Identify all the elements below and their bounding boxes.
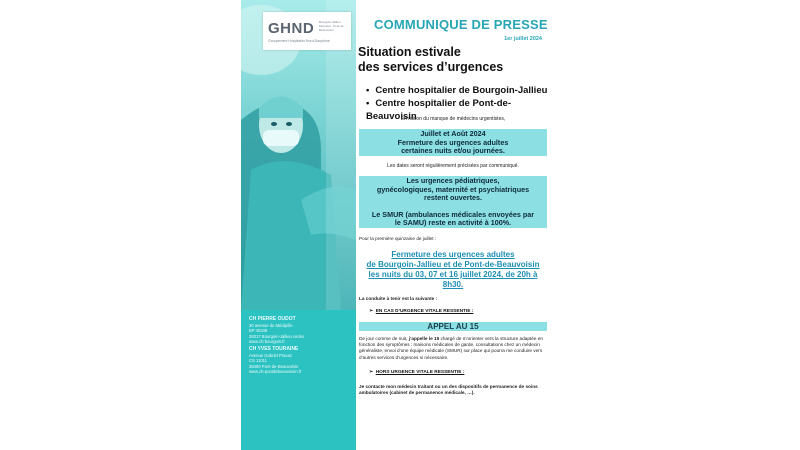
closure-line: Fermeture des urgences adultes: [391, 250, 515, 259]
logo-brand: GHND: [268, 20, 315, 37]
contact-line: 38317 Bourgoin-Jallieu cedex: [249, 333, 305, 339]
contact-line: BP 40348: [249, 328, 268, 333]
contact-block-1: [249, 317, 304, 345]
press-release-page: [241, 0, 558, 450]
box-line: Le SMUR (ambulances médicales envoyées par: [371, 209, 535, 219]
content-column: [356, 0, 558, 450]
box-line: Fermeture des urgences adultes: [397, 137, 509, 147]
arrow-icon: ➢: [369, 370, 374, 375]
contact-link[interactable]: www.ch-pontdebeauvoisin.fr: [249, 369, 302, 374]
contact-block-2: [249, 347, 301, 375]
open-services-box: [359, 176, 547, 228]
box-line: le SAMU) reste en activité à 100%.: [394, 218, 512, 228]
vital-text-start: De jour comme de nuit,: [359, 336, 409, 341]
vital-label-text: EN CAS D’URGENCE VITALE RESSENTIE :: [375, 309, 474, 314]
vital-emergency-label: [369, 309, 473, 314]
headline-line: des services d’urgences: [358, 60, 504, 74]
hospital-item: • Centre hospitalier de Pont-de-Beauvoisin: [366, 97, 558, 123]
contact-link[interactable]: www.ch-bourgoin.fr: [249, 339, 285, 344]
vital-text-end: chargé de m’orienter vers la structure adaptée en fonction des symptômes : maisons médicales de garde, consultations chez un médecin généraliste, envoi d’une équipe médicale (SMUR) sur place qui pourra me conduire vers d’autres services d’urgences si nécessaire.: [359, 336, 543, 360]
headline-line: Situation estivale: [358, 45, 461, 59]
contact-line: 38480 Pont-de-Beauvoisin: [249, 363, 299, 369]
closure-line: les nuits du 03, 07 et 16 juillet 2024, de 20h à 8h30.: [368, 270, 538, 289]
hospital-item: • Centre hospitalier de Bourgoin-Jallieu: [366, 84, 558, 97]
summer-closure-box: [359, 129, 547, 156]
conduct-text: La conduite à tenir est la suivante :: [359, 296, 438, 301]
contact-line: Avenue Gabriel Pravaz: [249, 352, 292, 358]
box-line: Juillet et Août 2024: [420, 129, 486, 138]
first-half-text: Pour la première quinzaine de juillet :: [359, 236, 437, 241]
contact-name: CH PIERRE OUDOT: [249, 316, 296, 322]
non-vital-label: [369, 370, 464, 375]
release-date: 1er juillet 2024: [504, 36, 542, 42]
box-line: gynécologiques, maternité et psychiatriques: [376, 184, 530, 194]
contact-line: 30 avenue du Médipôle: [249, 322, 293, 328]
closure-line: de Bourgoin-Jallieu et de Pont-de-Beauvoisin: [366, 260, 540, 269]
intro-text: En raison du manque de médecins urgentistes,: [400, 116, 506, 122]
contact-name: CH YVES TOURAINE: [249, 346, 299, 352]
logo-side-text: Bourgoin-Jallieu · Morestel · Pont-de-Beauvoisin: [319, 20, 345, 32]
logo-subtitle: Groupement Hospitalier Nord-Dauphiné: [268, 39, 330, 43]
page-title: COMMUNIQUE DE PRESSE: [374, 17, 548, 32]
non-vital-label-text: HORS URGENCE VITALE RESSENTIE :: [375, 370, 465, 375]
box-line: restent ouvertes.: [424, 193, 482, 203]
arrow-icon: ➢: [369, 309, 374, 314]
non-vital-instructions: Je contacte mon médecin traitant ou un des dispositifs de permanence de soins ambulatoires (cabinet de permanence médicale, …).: [359, 384, 538, 396]
headline: [358, 45, 503, 75]
dates-note: Les dates seront régulièrement précisées par communiqué.: [387, 163, 519, 169]
left-panel: [241, 0, 356, 450]
box-line: Les urgences pédiatriques,: [406, 176, 500, 185]
closure-dates: [359, 250, 547, 290]
call-15-banner: APPEL AU 15: [359, 322, 547, 331]
vital-text-bold: j’appelle le 15: [408, 336, 440, 341]
vital-instructions: [359, 336, 547, 361]
box-line: certaines nuits et/ou journées.: [401, 146, 505, 156]
ghnd-logo: [263, 12, 351, 50]
contact-line: CS 11011: [249, 358, 268, 363]
